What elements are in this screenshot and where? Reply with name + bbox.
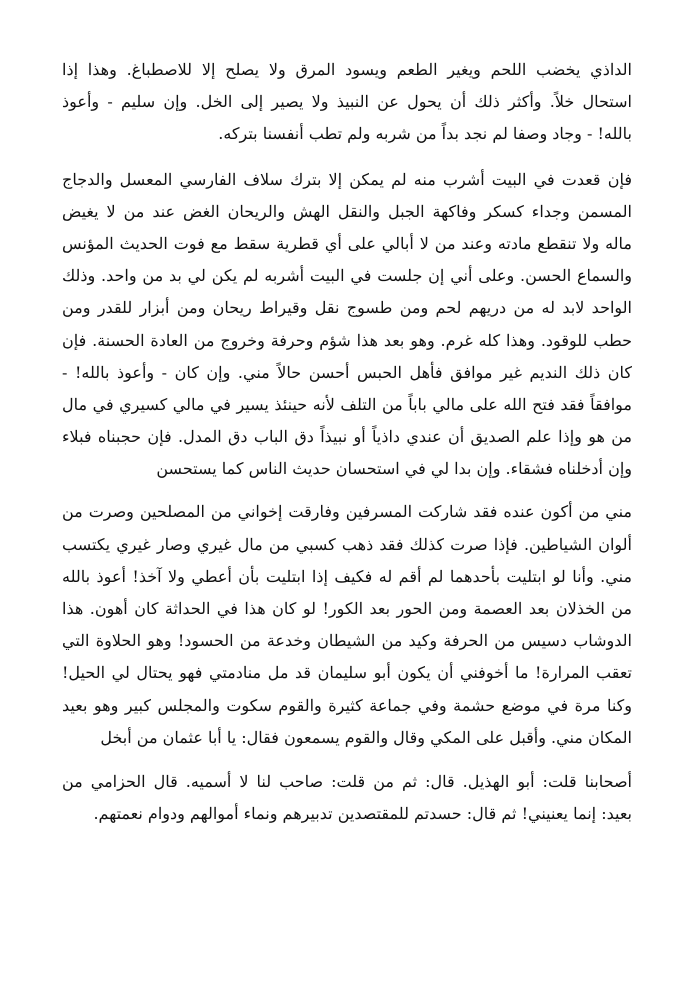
document-page [62,54,632,830]
paragraph-spacer [62,485,632,496]
text-line: مني. وأنا لو ابتليت بأحدهما لم أقم له فكيف إذا ابتليت بأن أعطي ولا آخذ! أعوذ بالله [62,566,632,586]
text-line: بالله! - وجاد وصفا لم نجد بداً من شربه ولم تطب أنفسنا بتركه. [218,124,632,144]
text-line: موافقاً فقد فتح الله على مالي باباً من التلف لأنه حينئذ يسير في مالي كسيري في مال [62,394,632,414]
text-line: كان ذلك النديم غير موافق فأهل الحبس أحسن حالاً مني. وإن كان - وأعوذ بالله! - [62,362,632,382]
text-line: الواحد لابد له من دريهم لحم ومن طسوج نقل وقيراط ريحان ومن أبزار للقدر ومن [62,298,632,318]
text-line: ألوان الشياطين. فإذا صرت كذلك فقد ذهب كسبي من مال غيري وصار غيري يكتسب [62,534,632,554]
text-line: الدوشاب دسيس من الحرفة وكيد من الشيطان وخدعة من الحسود! وهو الحلاوة التي [62,631,632,651]
text-line: المكان مني. وأقبل على المكي وقال والقوم يسمعون فقال: يا أبا عثمان من أبخل [100,727,632,747]
text-line: وكنا مرة في موضع حشمة وفي جماعة كثيرة والقوم سكوت والمجلس كبير وهو بعيد [62,695,632,715]
text-line: أصحابنا قلت: أبو الهذيل. قال: ثم من قلت: صاحب لنا لا أسميه. قال الحزامي من [62,771,632,791]
text-line: استحال خلاً. وأكثر ذلك أن يحول عن النبيذ ولا يصير إلى الخل. وإن سليم - وأعوذ [62,92,632,112]
text-line: تعقب المرارة! ما أخوفني أن يكون أبو سليمان قد مل منادمتي فهو يحتال لي الحيل! [62,663,632,683]
text-line: ماله ولا تنقطع مادته وعند من لا أبالي على أي قطرية سقط مع فوت الحديث المؤنس [62,233,632,253]
text-line: بعيد: إنما يعنيني! ثم قال: حسدتم للمقتصدين تدبيرهم ونماء أموالهم ودوام نعمتهم. [93,804,632,824]
text-line: وإن أدخلناه فشقاء. وإن بدا لي في استحسان حديث الناس كما يستحسن [156,459,632,479]
text-line: الداذي يخضب اللحم ويغير الطعم ويسود المرق ولا يصلح إلا للاصطباغ. وهذا إذا [62,60,632,79]
text-line: والسماع الحسن. وعلى أني إن جلست في البيت أشربه لم يكن لي بد من واحد. وذلك [62,266,632,286]
text-line: من الخذلان بعد العصمة ومن الحور بعد الكور! لو كان هذا في الحداثة كان أهون. هذا [62,599,632,618]
text-line: مني من أكون عنده فقد شاركت المسرفين وفارقت إخواني من المصلحين وصرت من [62,502,632,522]
paragraph-2 [62,164,632,486]
text-line: حطب للوقود. وهذا كله غرم. وهو بعد هذا شؤم وحرفة وخروج من العادة الحسنة. فإن [62,330,632,350]
paragraph-spacer [62,754,632,766]
paragraph-3 [62,496,632,754]
paragraph-spacer [62,151,632,164]
text-line: من هو وإذا علم الصديق أن عندي داذياً أو نبيذاً دق الباب دق المدل. فإن حجبناه فبلاء [62,427,632,447]
paragraph-1 [62,54,632,151]
text-line: المسمن وجداء كسكر وفاكهة الجبل والنقل الهش والريحان الغض عند من لا يغيض [62,201,632,221]
text-line: فإن قعدت في البيت أشرب منه لم يمكن إلا بترك سلاف الفارسي المعسل والدجاج [62,169,633,189]
paragraph-4 [62,766,632,830]
